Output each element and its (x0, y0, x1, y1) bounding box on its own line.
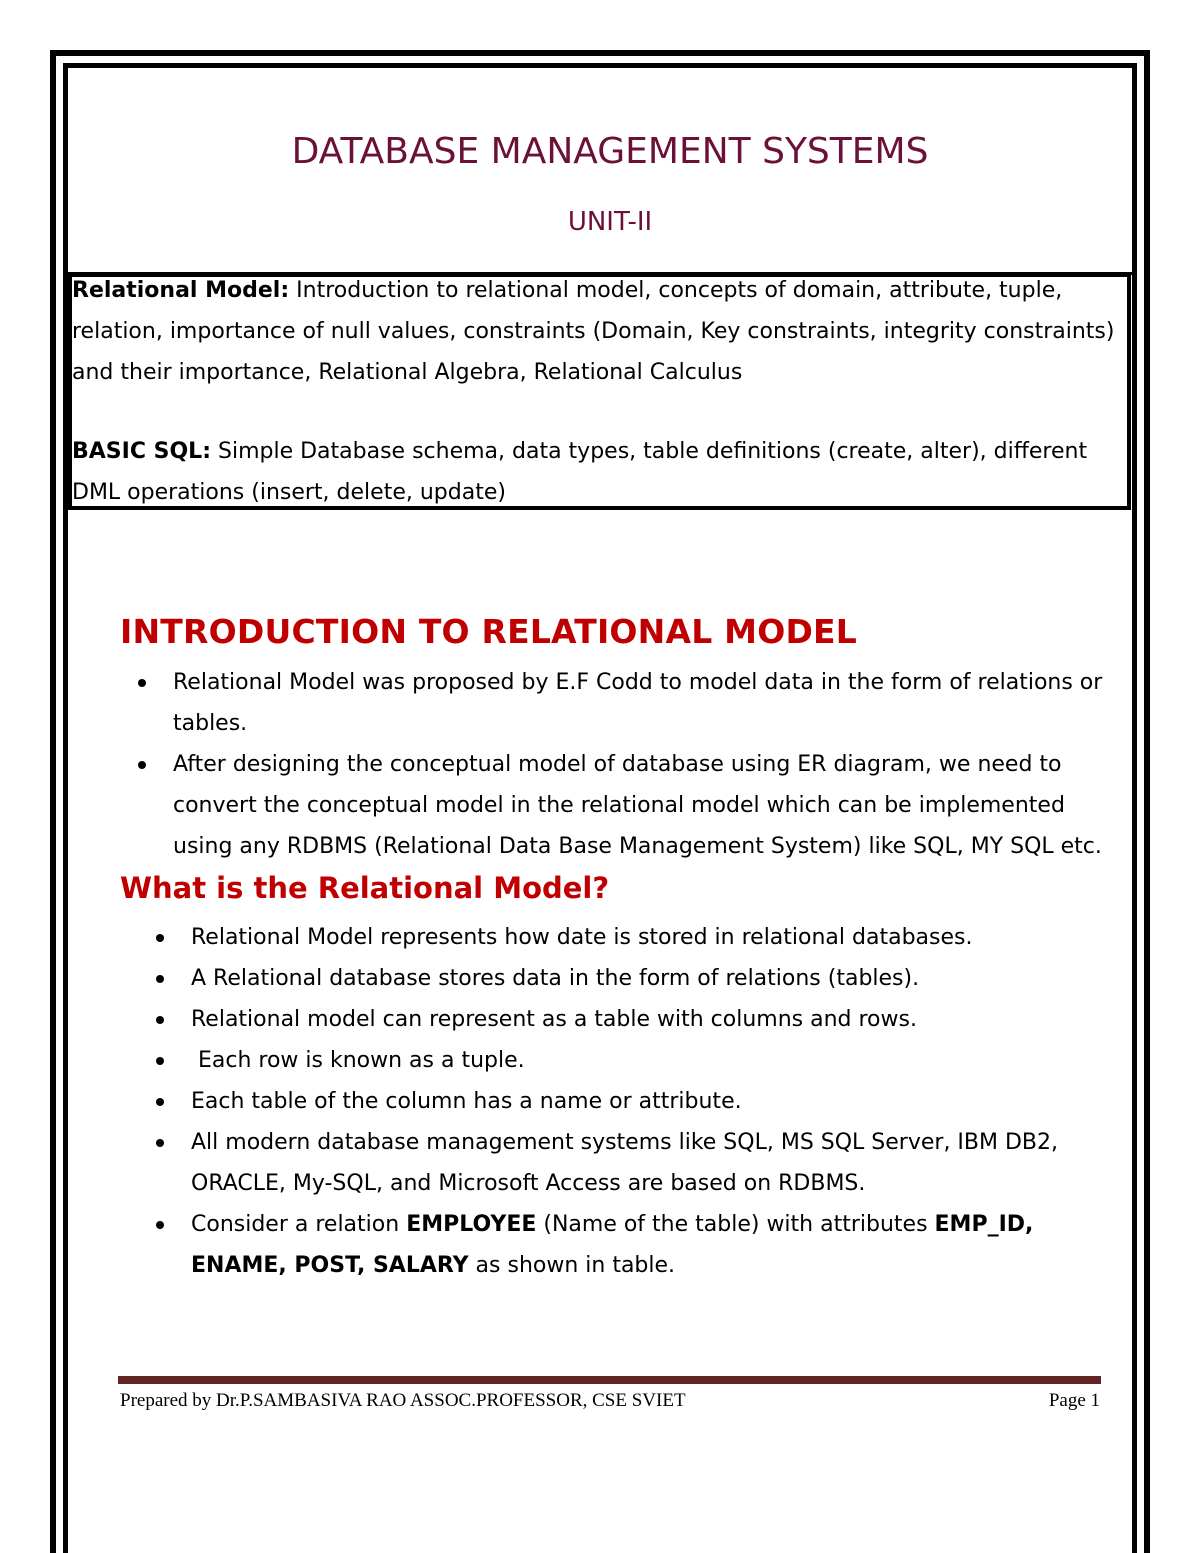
list-item: Relational model can represent as a table with columns and rows. (120, 999, 1110, 1040)
syllabus-relational-text: Introduction to relational model, concepts of domain, attribute, tuple, relation, importance of null values, constraints (Domain, Key constraints, integrity constraints) and their importance, Relational Algebra, Relational Calculus (72, 278, 1115, 385)
page-number: Page 1 (1048, 1390, 1100, 1411)
list-item-bold: EMPLOYEE (406, 1212, 537, 1237)
list-item: Relational Model represents how date is stored in relational databases. (120, 917, 1110, 958)
list-item-text: Consider a relation (191, 1212, 407, 1237)
list-item-text: (Name of the table) with attributes (536, 1212, 935, 1237)
list-item: All modern database management systems like SQL, MS SQL Server, IBM DB2, ORACLE, My-SQL, and Microsoft Access are based on RDBMS. (120, 1122, 1110, 1204)
list-item (120, 1204, 1110, 1286)
list-item-bold: EMP_ID, ENAME, POST, SALARY (191, 1212, 1034, 1278)
main-content (120, 612, 1110, 1286)
syllabus-sql-text: Simple Database schema, data types, table definitions (create, alter), different DML operations (insert, delete, update) (72, 439, 1088, 505)
unit-label: UNIT-II (567, 207, 653, 237)
syllabus-relational-label: Relational Model: (72, 278, 290, 303)
what-is-heading: What is the Relational Model? (120, 871, 610, 905)
list-item: Each table of the column has a name or attribute. (120, 1081, 1110, 1122)
list-item-text: as shown in table. (468, 1253, 676, 1278)
syllabus-text (72, 270, 1132, 513)
syllabus-sql (72, 431, 1132, 513)
footer-rule (118, 1376, 1101, 1384)
syllabus-relational (72, 270, 1132, 393)
intro-bullet-list (120, 662, 1110, 867)
list-item: A Relational database stores data in the form of relations (tables). (120, 958, 1110, 999)
list-item: Each row is known as a tuple. (120, 1040, 1110, 1081)
footer-author: Prepared by Dr.P.SAMBASIVA RAO ASSOC.PROFESSOR, CSE SVIET (120, 1390, 686, 1411)
intro-heading: INTRODUCTION TO RELATIONAL MODEL (120, 612, 858, 651)
list-item: Relational Model was proposed by E.F Codd to model data in the form of relations or tables. (120, 662, 1110, 744)
page-footer (120, 1390, 1100, 1412)
what-is-bullet-list (120, 917, 1110, 1286)
list-item: After designing the conceptual model of database using ER diagram, we need to convert the conceptual model in the relational model which can be implemented using any RDBMS (Relational Data Base Management System) like SQL, MY SQL etc. (120, 744, 1110, 867)
syllabus-sql-label: BASIC SQL: (72, 439, 211, 464)
document-title: DATABASE MANAGEMENT SYSTEMS (291, 131, 929, 172)
